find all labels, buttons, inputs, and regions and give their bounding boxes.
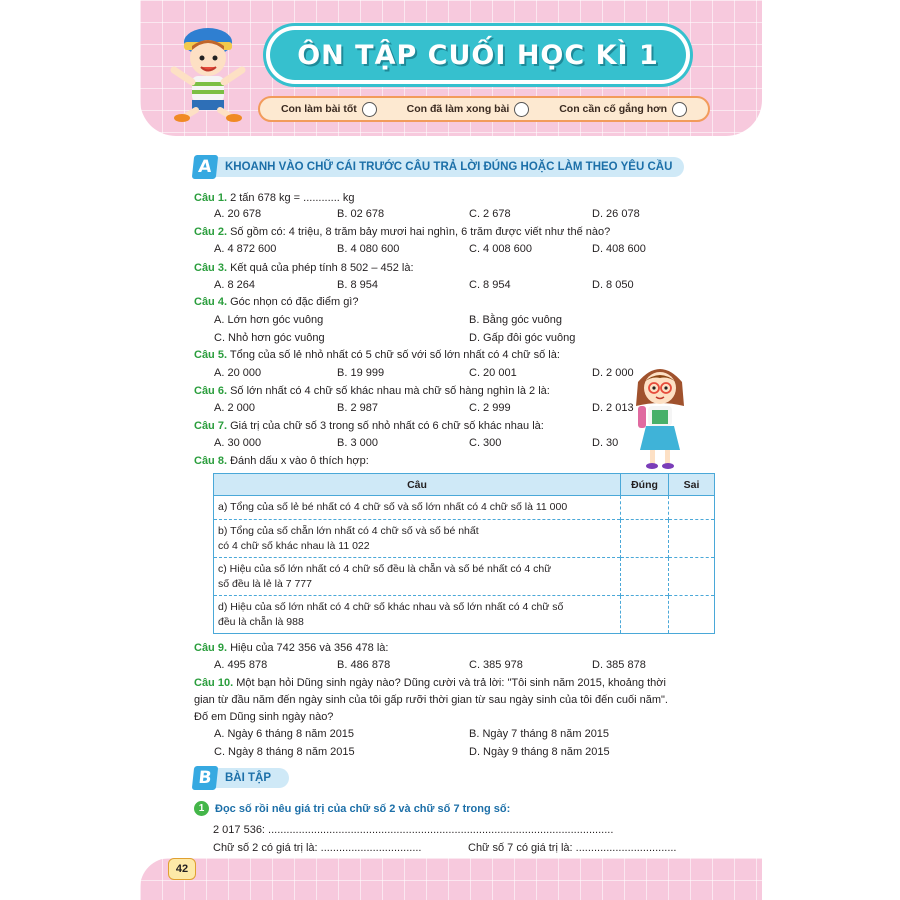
question-4 [194,295,358,309]
statement-line: a) Tổng của số lẻ bé nhất có 4 chữ số và số lớn nhất có 4 chữ số là 11 000 [218,501,568,513]
statement-cell [214,558,621,596]
question-10-line2 [194,693,668,707]
question-text: Đánh dấu x vào ô thích hợp: [227,455,369,467]
option[interactable]: A. Ngày 6 tháng 8 năm 2015 [214,728,355,740]
question-label: Câu 1. [194,192,228,204]
option[interactable]: A. 495 878 [214,659,268,671]
question-label: Câu 10. [194,677,234,689]
option[interactable]: C. Ngày 8 tháng 8 năm 2015 [214,746,355,758]
option[interactable]: D. 30 [592,437,619,449]
option[interactable]: A. 30 000 [214,437,262,449]
header-cell: Sai [669,474,715,496]
question-3 [194,261,414,275]
question-2 [194,225,610,239]
question-8 [194,454,369,468]
option[interactable]: C. 4 008 600 [469,243,532,255]
statement-cell [214,596,621,634]
question-text: gian từ đầu năm đến ngày sinh của tôi gấp rưỡi thời gian từ sau ngày sinh của tôi đến cuối năm". [194,694,668,706]
statement-cell [214,520,621,558]
dung-cell[interactable] [621,496,669,520]
question-text: Đố em Dũng sinh ngày nào? [194,711,334,723]
header-band [140,0,762,136]
section-letter: B [192,766,219,790]
question-text: Hiệu của 742 356 và 356 478 là: [227,642,389,654]
section-a-heading [193,155,684,179]
option[interactable]: D. 2 000 [592,367,634,379]
table-row [214,496,715,520]
option[interactable]: C. Nhỏ hơn góc vuông [214,332,325,344]
section-title: BÀI TẬP [215,768,289,788]
question-7 [194,419,544,433]
option[interactable]: D. 26 078 [592,208,640,220]
question-9 [194,641,388,655]
eval-option-done[interactable] [407,102,530,117]
option[interactable]: C. 2 999 [469,402,511,414]
footer-band [140,858,762,900]
question-label: Câu 2. [194,226,228,238]
option[interactable]: B. 02 678 [337,208,385,220]
exercise-title: Đọc số rồi nêu giá trị của chữ số 2 và chữ số 7 trong số: [215,802,511,815]
question-text: Tổng của số lẻ nhỏ nhất có 5 chữ số với số lớn nhất có 4 chữ số là: [227,349,560,361]
eval-checkbox[interactable] [514,102,529,117]
dung-cell[interactable] [621,520,669,558]
dung-cell[interactable] [621,558,669,596]
eval-checkbox[interactable] [672,102,687,117]
question-1 [194,191,355,205]
option[interactable]: C. 8 954 [469,279,511,291]
page-number: 42 [168,858,196,880]
true-false-table [213,473,715,634]
option[interactable]: D. Gấp đôi góc vuông [469,332,576,344]
option[interactable]: B. 3 000 [337,437,378,449]
exercise-number: 1 [194,801,209,816]
table-header-row [214,474,715,496]
answer-line[interactable]: Chữ số 2 có giá trị là: ................................. [213,842,422,854]
page-title: ÔN TẬP CUỐI HỌC KÌ 1 [297,39,659,71]
statement-line: đều là chẵn là 988 [218,615,304,628]
table-row [214,520,715,558]
question-label: Câu 5. [194,349,228,361]
option[interactable]: B. 19 999 [337,367,385,379]
self-evaluation-bar [258,96,710,122]
eval-option-good[interactable] [281,102,377,117]
option[interactable]: D. 8 050 [592,279,634,291]
sai-cell[interactable] [669,558,715,596]
option[interactable]: B. 2 987 [337,402,378,414]
option[interactable]: C. 385 978 [469,659,523,671]
question-label: Câu 6. [194,385,228,397]
answer-line[interactable]: Chữ số 7 có giá trị là: ................................. [468,842,677,854]
option[interactable]: B. 8 954 [337,279,378,291]
option[interactable]: A. 4 872 600 [214,243,277,255]
boy-illustration-icon [162,12,254,124]
option[interactable]: B. Bằng góc vuông [469,314,562,326]
question-10 [194,676,666,690]
statement-line: d) Hiệu của số lớn nhất có 4 chữ số khác nhau và số lớn nhất có 4 chữ số [218,600,564,613]
option[interactable]: C. 300 [469,437,502,449]
table-row [214,596,715,634]
dung-cell[interactable] [621,596,669,634]
option[interactable]: A. Lớn hơn góc vuông [214,314,324,326]
question-label: Câu 3. [194,262,228,274]
question-text: Số gồm có: 4 triệu, 8 trăm bảy mươi hai nghìn, 6 trăm được viết như thế nào? [227,226,611,238]
statement-line: có 4 chữ số khác nhau là 11 022 [218,539,370,552]
eval-label: Con làm bài tốt [280,103,357,115]
question-5 [194,348,560,362]
option[interactable]: D. 408 600 [592,243,646,255]
eval-label: Con cần cố gắng hơn [559,103,668,115]
sai-cell[interactable] [669,596,715,634]
title-banner [270,30,686,80]
statement-line: c) Hiệu của số lớn nhất có 4 chữ số đều là chẵn và số bé nhất có 4 chữ [218,562,552,575]
eval-checkbox[interactable] [362,102,377,117]
option[interactable]: B. 486 878 [337,659,391,671]
option[interactable]: A. 8 264 [214,279,255,291]
option[interactable]: C. 20 001 [469,367,517,379]
section-letter: A [192,155,219,179]
option[interactable]: A. 2 000 [214,402,255,414]
option[interactable]: D. 2 013 [592,402,634,414]
section-title: KHOANH VÀO CHỮ CÁI TRƯỚC CÂU TRẢ LỜI ĐÚNG HOẶC LÀM THEO YÊU CẦU [215,157,684,177]
option[interactable]: C. 2 678 [469,208,511,220]
answer-line[interactable]: 2 017 536: ................................................................................................................. [213,824,614,836]
header-cell: Đúng [621,474,669,496]
statement-line: số đều là lẻ là 7 777 [218,577,312,590]
question-6 [194,384,550,398]
question-text: 2 tấn 678 kg = ............ kg [227,192,355,204]
eval-option-try-harder[interactable] [559,102,687,117]
statement-line: b) Tổng của số chẵn lớn nhất có 4 chữ số và số bé nhất [218,524,479,537]
option[interactable]: A. 20 678 [214,208,262,220]
option[interactable]: D. Ngày 9 tháng 8 năm 2015 [469,746,610,758]
question-label: Câu 7. [194,420,228,432]
worksheet-page [140,0,762,900]
option[interactable]: B. 4 080 600 [337,243,400,255]
girl-illustration-icon [624,360,696,472]
question-label: Câu 9. [194,642,228,654]
question-text: Kết quả của phép tính 8 502 – 452 là: [227,262,414,274]
table-row [214,558,715,596]
question-text: Giá trị của chữ số 3 trong số nhỏ nhất có 6 chữ số khác nhau là: [227,420,544,432]
question-text: Góc nhọn có đặc điểm gì? [227,296,359,308]
question-text: Một bạn hỏi Dũng sinh ngày nào? Dũng cười và trả lời: "Tôi sinh năm 2015, khoảng thời [233,677,666,689]
eval-label: Con đã làm xong bài [406,103,510,115]
section-b-heading [193,766,289,790]
question-label: Câu 8. [194,455,228,467]
exercise-1-heading [194,801,510,816]
sai-cell[interactable] [669,496,715,520]
question-label: Câu 4. [194,296,228,308]
question-text: Số lớn nhất có 4 chữ số khác nhau mà chữ số hàng nghìn là 2 là: [227,385,550,397]
header-cell: Câu [214,474,621,496]
option[interactable]: A. 20 000 [214,367,262,379]
statement-cell [214,496,621,520]
option[interactable]: B. Ngày 7 tháng 8 năm 2015 [469,728,610,740]
option[interactable]: D. 385 878 [592,659,646,671]
sai-cell[interactable] [669,520,715,558]
question-10-line3 [194,710,333,724]
